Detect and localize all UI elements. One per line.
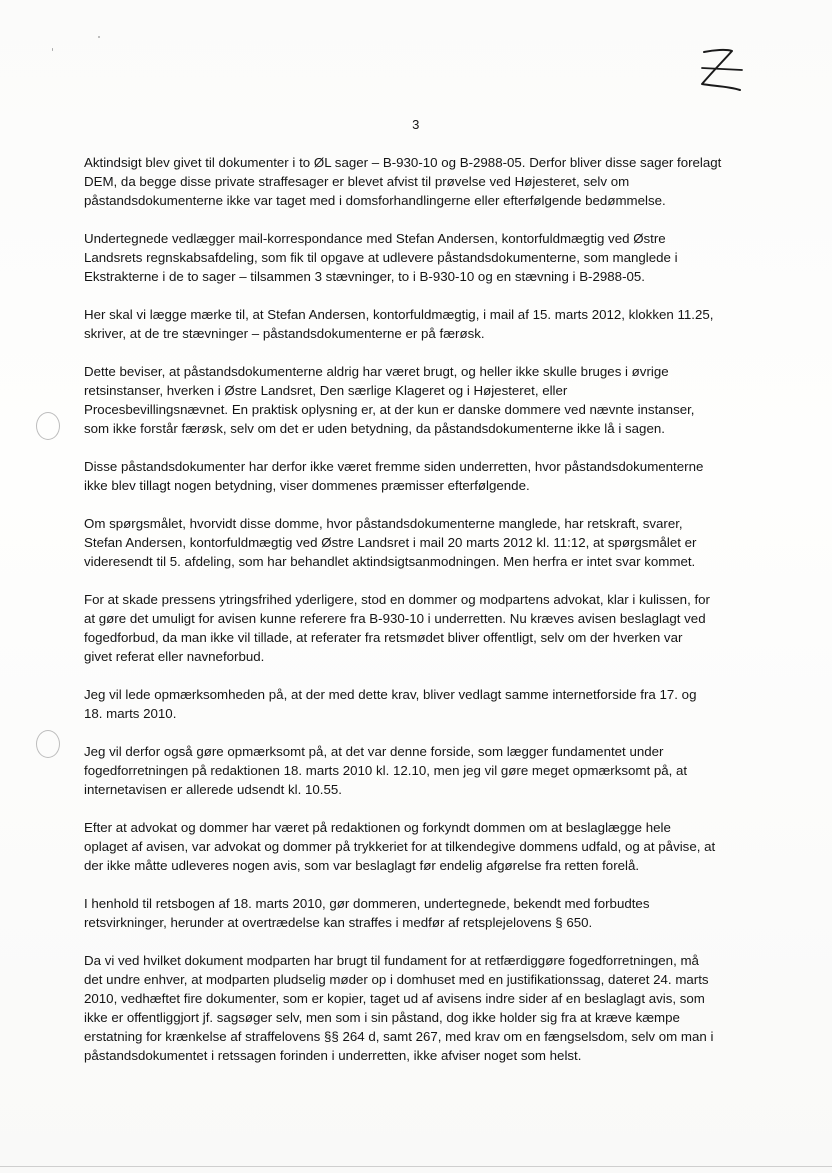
- paragraph-2: [84, 229, 759, 286]
- paragraph-8: [84, 685, 759, 723]
- text-line: Om spørgsmålet, hvorvidt disse domme, hvor påstandsdokumenterne manglede, har retskraft, svarer,: [84, 516, 683, 531]
- text-line: der ikke måtte udleveres nogen avis, som var beslaglagt før endelig afgørelse fra retten forelå.: [84, 858, 640, 873]
- text-line: Her skal vi lægge mærke til, at Stefan Andersen, kontorfuldmægtig, i mail af 15. marts 2012, klokken 11.25,: [84, 307, 714, 322]
- text-line: ikke blev tillagt nogen betydning, viser dommenes præmisser efterfølgende.: [84, 478, 530, 493]
- text-line: Jeg vil lede opmærksomheden på, at der med dette krav, bliver vedlagt samme internetforside fra 17. og: [84, 687, 697, 702]
- text-line: Disse påstandsdokumenter har derfor ikke været fremme siden underretten, hvor påstandsdokumenterne: [84, 459, 704, 474]
- scan-speck: [52, 48, 53, 51]
- text-line: internetavisen er allerede udsendt kl. 10.55.: [84, 782, 342, 797]
- text-line: skriver, at de tre stævninger – påstandsdokumenterne er på færøsk.: [84, 326, 485, 341]
- text-line: givet referat eller navneforbud.: [84, 649, 265, 664]
- scan-bottom-edge: [0, 1166, 832, 1167]
- text-line: 2010, vedhæftet fire dokumenter, som er kopier, taget ud af avisens indre sider af en beslaglagt avis, som: [84, 991, 705, 1006]
- paragraph-5: [84, 457, 759, 495]
- text-line: retsinstanser, hverken i Østre Landsret, Den særlige Klageret og i Højesteret, eller: [84, 383, 568, 398]
- paragraph-3: [84, 305, 759, 343]
- text-line: Undertegnede vedlægger mail-korrespondance med Stefan Andersen, kontorfuldmægtig ved Østre: [84, 231, 666, 246]
- text-line: videresendt til 5. afdeling, som har behandlet aktindsigtsanmodningen. Men herfra er intet svar kommet.: [84, 554, 696, 569]
- paragraph-12: [84, 951, 759, 1065]
- text-line: påstandsdokumentet i retssagen forinden i underretten, ikke afviser noget som helst.: [84, 1048, 582, 1063]
- text-line: oplaget af avisen, var advokat og dommer på trykkeriet for at tilkendegive dommens udfald, og at påvise, at: [84, 839, 716, 854]
- text-line: retsvirkninger, herunder at overtrædelse kan straffes i medfør af retsplejelovens § 650.: [84, 915, 593, 930]
- text-line: som ikke forstår færøsk, selv om det er uden betydning, da påstandsdokumenterne ikke lå i sagen.: [84, 421, 665, 436]
- text-line: påstandsdokumenterne ikke var taget med i domsforhandlingerne eller efterfølgende bedømmelse.: [84, 193, 666, 208]
- text-line: Efter at advokat og dommer har været på redaktionen og forkyndt dommen om at beslaglægge hele: [84, 820, 671, 835]
- text-line: Dette beviser, at påstandsdokumenterne aldrig har været brugt, og heller ikke skulle bruges i øvrige: [84, 364, 669, 379]
- paragraph-1: [84, 153, 759, 210]
- paragraph-10: [84, 818, 759, 875]
- paragraph-7: [84, 590, 759, 666]
- text-line: erstatning for krænkelse af straffelovens §§ 264 d, samt 267, med krav om en fængselsdom, selv om man i: [84, 1029, 714, 1044]
- text-line: det undre enhver, at modparten pludselig møder op i domhuset med en justifikationssag, dateret 24. marts: [84, 972, 709, 987]
- paragraph-4: [84, 362, 759, 438]
- text-line: at gøre det umuligt for avisen kunne referere fra B-930-10 i underretten. Nu kræves avisen beslaglagt ved: [84, 611, 706, 626]
- text-line: Ekstrakterne i de to sager – tilsammen 3 stævninger, to i B-930-10 og en stævning i B-2988-05.: [84, 269, 645, 284]
- punch-hole-bottom: [36, 730, 60, 758]
- text-line: fogedforbud, da man ikke vil tillade, at referater fra retsmødet bliver offentligt, selv om der hverken var: [84, 630, 683, 645]
- paragraph-6: [84, 514, 759, 571]
- text-line: Jeg vil derfor også gøre opmærksomt på, at det var denne forside, som lægger fundamentet under: [84, 744, 664, 759]
- paragraph-9: [84, 742, 759, 799]
- text-line: ikke er offentliggjort jf. sagsøger selv, men som i sin påstand, dog ikke holder sig fra at kræve kæmpe: [84, 1010, 680, 1025]
- text-line: For at skade pressens ytringsfrihed yderligere, stod en dommer og modpartens advokat, klar i kulissen, for: [84, 592, 710, 607]
- text-line: I henhold til retsbogen af 18. marts 2010, gør dommeren, undertegnede, bekendt med forbudtes: [84, 896, 650, 911]
- text-line: Da vi ved hvilket dokument modparten har brugt til fundament for at retfærdiggøre fogedforretningen, må: [84, 953, 699, 968]
- paragraph-11: [84, 894, 759, 932]
- text-line: Landsrets regnskabsafdeling, som fik til opgave at udlevere påstandsdokumenterne, som manglede i: [84, 250, 678, 265]
- text-line: fogedforretningen på redaktionen 18. marts 2010 kl. 12.10, men jeg vil gøre meget opmærksomt på, at: [84, 763, 688, 778]
- page-number: 3: [412, 117, 420, 132]
- scan-speck: [98, 36, 100, 38]
- text-line: 18. marts 2010.: [84, 706, 177, 721]
- text-line: Procesbevillingsnævnet. En praktisk oplysning er, at der kun er danske dommere ved nævnte instanser,: [84, 402, 695, 417]
- handwritten-page-mark: [692, 40, 752, 100]
- text-line: Aktindsigt blev givet til dokumenter i to ØL sager – B-930-10 og B-2988-05. Derfor bliver disse sager forelagt: [84, 155, 722, 170]
- letter-body: [84, 153, 759, 1084]
- text-line: DEM, da begge disse private straffesager er blevet afvist til prøvelse ved Højesteret, selv om: [84, 174, 630, 189]
- punch-hole-top: [36, 412, 60, 440]
- text-line: Stefan Andersen, kontorfuldmægtig ved Østre Landsret i mail 20 marts 2012 kl. 11:12, at spørgsmålet er: [84, 535, 697, 550]
